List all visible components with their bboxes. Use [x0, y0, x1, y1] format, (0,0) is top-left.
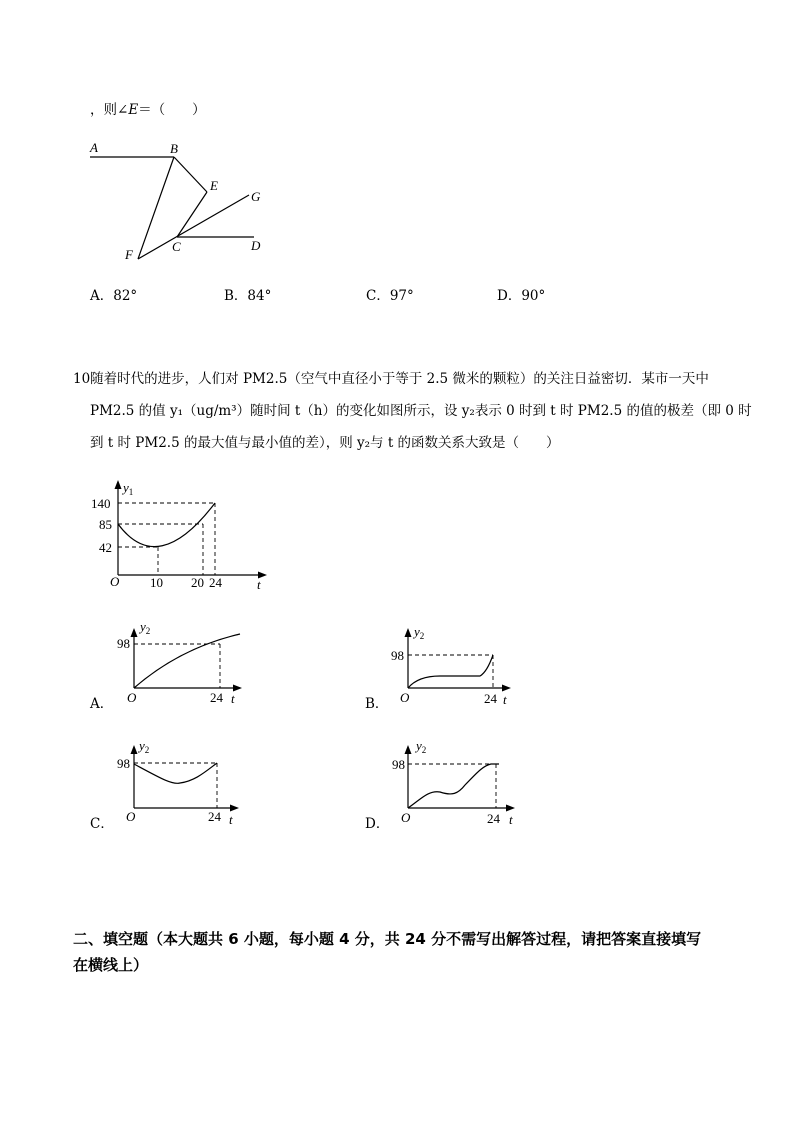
label-e: E: [210, 178, 218, 193]
option-letter: C．: [366, 288, 390, 304]
q10-option-c-letter[interactable]: C．: [90, 816, 114, 832]
x-tick-20: 20: [191, 575, 204, 590]
option-letter: D．: [497, 288, 522, 304]
x-axis-label: t: [229, 812, 233, 827]
x-axis-arrow: [506, 805, 515, 812]
y-tick-98: 98: [391, 648, 404, 663]
x-tick-10: 10: [150, 575, 163, 590]
y-axis-label: $y_2$: [139, 738, 150, 755]
x-tick-24: 24: [487, 811, 500, 826]
origin-label: O: [400, 690, 410, 705]
q10-option-b-letter[interactable]: B．: [365, 696, 389, 712]
y-tick-42: 42: [99, 540, 112, 555]
q10-option-d-letter[interactable]: D．: [365, 816, 390, 832]
y-tick-98: 98: [117, 756, 130, 771]
label-d: D: [251, 238, 261, 253]
q9-stem-suffix: ＝（ ）: [138, 102, 206, 118]
y-tick-98: 98: [392, 757, 405, 772]
y-tick-85: 85: [99, 517, 112, 532]
label-f: F: [125, 247, 133, 262]
label-c: C: [172, 239, 181, 254]
y-axis-label: $y_1$: [123, 480, 134, 497]
q10-line-1: 10随着时代的进步，人们对 PM2.5（空气中直径小于等于 2.5 微米的颗粒）的关注日益密切．某市一天中: [73, 371, 709, 387]
x-tick-24: 24: [210, 690, 223, 705]
option-value: 82°: [113, 288, 138, 304]
label-g: G: [251, 189, 261, 204]
x-tick-24: 24: [484, 691, 497, 706]
label-a: A: [90, 140, 98, 155]
y-axis-label: $y_2$: [414, 624, 425, 641]
origin-label: O: [126, 809, 136, 824]
x-tick-24: 24: [208, 809, 221, 824]
option-letter: B．: [224, 288, 248, 304]
x-axis-label: t: [231, 691, 235, 706]
y-axis-label: $y_2$: [140, 619, 151, 636]
origin-label: O: [401, 810, 411, 825]
x-axis-label: t: [257, 577, 261, 592]
origin-label: O: [110, 574, 120, 589]
y-tick-98: 98: [117, 636, 130, 651]
option-letter: A．: [90, 288, 114, 304]
y-axis-arrow: [405, 745, 412, 754]
q10-line-2: PM2.5 的值 y₁（ug/m³）随时间 t（h）的变化如图所示，设 y₂表示 0 时到 t 时 PM2.5 的值的极差（即 0 时: [90, 403, 752, 419]
option-value: 90°: [521, 288, 546, 304]
section-2-heading-line-2: 在横线上）: [73, 956, 149, 974]
x-axis-label: t: [509, 812, 513, 827]
label-b: B: [170, 141, 178, 156]
x-tick-24: 24: [209, 575, 222, 590]
q9-stem-prefix: ，则∠: [90, 102, 129, 118]
y-tick-140: 140: [91, 496, 111, 511]
q9-stem-var: E: [128, 102, 139, 118]
option-value: 97°: [389, 288, 414, 304]
section-2-heading-line-1: 二、填空题（本大题共 6 小题，每小题 4 分，共 24 分不需写出解答过程，请把答案直接填写: [73, 930, 702, 948]
q10-option-a-letter[interactable]: A．: [90, 696, 114, 712]
origin-label: O: [127, 690, 137, 705]
x-axis-label: t: [503, 692, 507, 707]
y-axis-label: $y_2$: [416, 738, 427, 755]
curve-y2: [408, 764, 499, 808]
option-value: 84°: [247, 288, 272, 304]
q10-line-3: 到 t 时 PM2.5 的最大值与最小值的差），则 y₂与 t 的函数关系大致是（ ）: [90, 435, 560, 451]
